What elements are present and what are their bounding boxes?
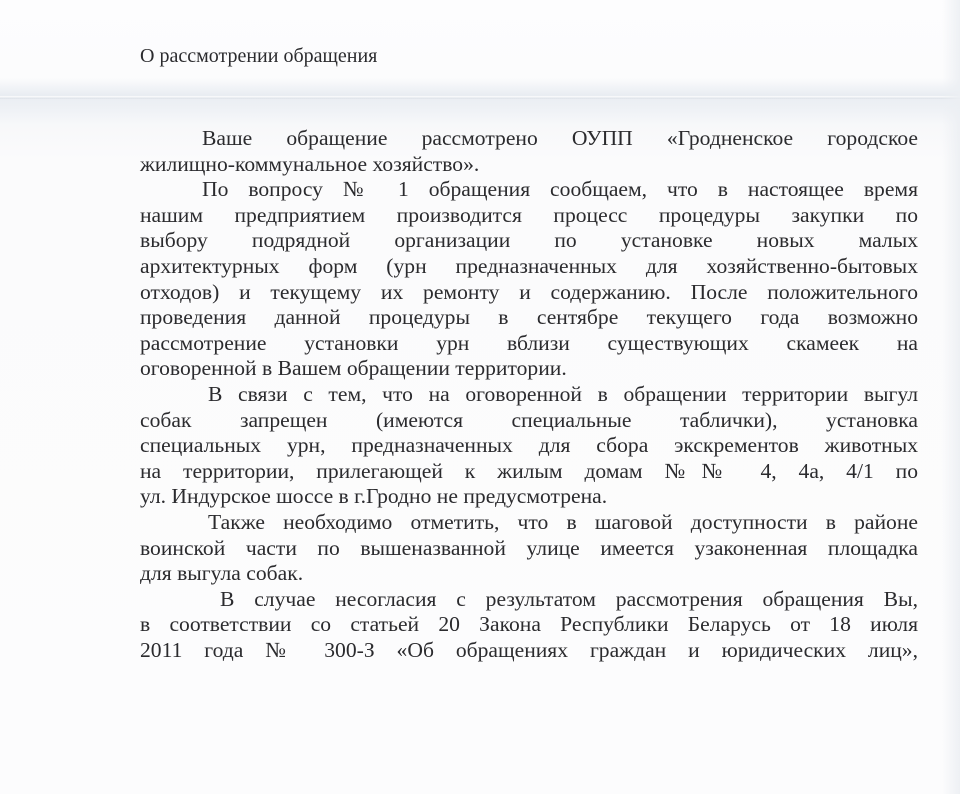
text-line: жилищно-коммунальное хозяйство». bbox=[140, 151, 480, 176]
text-line: ул. Индурское шоссе в г.Гродно не предусмотрена. bbox=[140, 484, 608, 509]
paragraph-dog-area bbox=[140, 510, 918, 587]
letter-body bbox=[140, 126, 918, 663]
paragraph-appeal-rights bbox=[140, 587, 918, 664]
text-line: нашим предприятием производится процесс процедуры закупки по bbox=[140, 202, 918, 227]
paper-fold-crease bbox=[0, 96, 960, 99]
text-line: Также необходимо отметить, что в шаговой доступности в районе bbox=[208, 509, 918, 534]
paragraph-review-notice bbox=[140, 126, 918, 177]
text-line: В связи с тем, что на оговоренной в обращении территории выгул bbox=[208, 381, 918, 406]
text-line: на территории, прилегающей к жилым домам №№ 4, 4а, 4/1 по bbox=[140, 458, 918, 483]
paragraph-question-1 bbox=[140, 177, 918, 382]
text-line: специальных урн, предназначенных для сбора экскрементов животных bbox=[140, 433, 918, 458]
text-line: архитектурных форм (урн предназначенных для хозяйственно-бытовых bbox=[140, 253, 918, 278]
paragraph-dog-walking bbox=[140, 382, 918, 510]
text-line: воинской части по вышеназванной улице имеется узаконенная площадка bbox=[140, 535, 918, 560]
text-line: В случае несогласия с результатом рассмотрения обращения Вы, bbox=[220, 586, 918, 611]
text-line: оговоренной в Вашем обращении территории. bbox=[140, 356, 567, 381]
text-line: в соответствии со статьей 20 Закона Республики Беларусь от 18 июля bbox=[140, 612, 918, 637]
text-line: По вопросу № 1 обращения сообщаем, что в настоящее время bbox=[202, 177, 918, 202]
text-line: 2011 года № 300-З «Об обращениях граждан и юридических лиц», bbox=[140, 637, 918, 662]
text-line: рассмотрение установки урн вблизи существующих скамеек на bbox=[140, 330, 918, 355]
letter-subject: О рассмотрении обращения bbox=[140, 45, 378, 67]
text-line: проведения данной процедуры в сентябре текущего года возможно bbox=[140, 305, 918, 330]
text-line: для выгула собак. bbox=[140, 561, 304, 586]
text-line: собак запрещен (имеются специальные таблички), установка bbox=[140, 407, 918, 432]
text-line: выбору подрядной организации по установке новых малых bbox=[140, 228, 918, 253]
text-line: отходов) и текущему их ремонту и содержанию. После положительного bbox=[140, 279, 918, 304]
paper-edge-shadow bbox=[942, 0, 960, 794]
text-line: Ваше обращение рассмотрено ОУПП «Гродненское городское bbox=[202, 126, 918, 150]
